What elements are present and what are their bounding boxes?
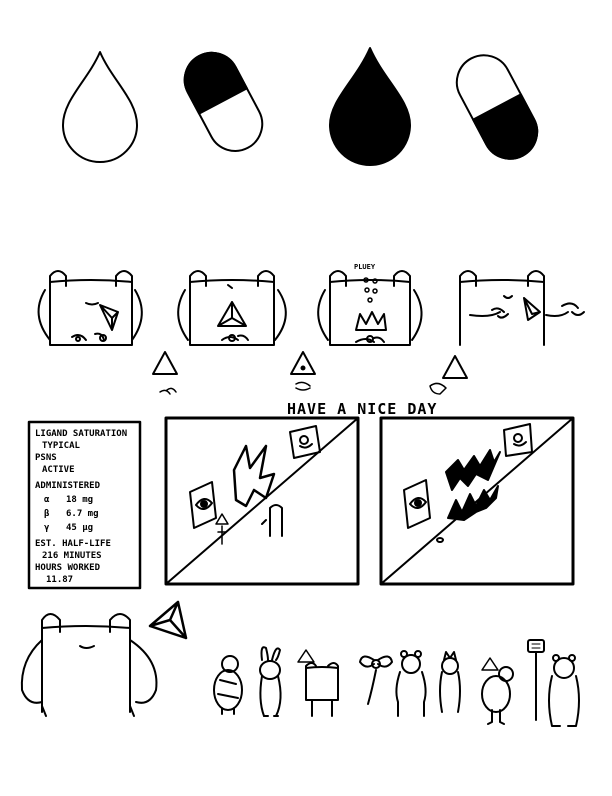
triangle-pill-icon — [482, 658, 498, 670]
drop-outline-icon — [63, 52, 137, 162]
sfx-label: PLUEY — [354, 263, 376, 271]
big-frog — [22, 614, 157, 716]
eye-poster-icon — [190, 482, 216, 528]
triangle-pill-icon — [153, 352, 177, 374]
stat-ligand-label: LIGAND SATURATION — [35, 429, 128, 439]
drop-filled-icon — [330, 48, 410, 165]
cat-figure — [440, 652, 460, 712]
stat-beta-symbol: β — [44, 509, 50, 519]
box-creature-figure — [306, 663, 338, 716]
triangle-pill-icon — [150, 602, 186, 638]
row-frogs — [39, 263, 584, 394]
stat-beta-value: 6.7 mg — [66, 509, 99, 519]
scene-panel-left — [166, 418, 358, 584]
stat-ligand-value: TYPICAL — [42, 441, 80, 451]
smiley-poster-icon — [290, 426, 320, 458]
bear-waiting-figure — [549, 655, 579, 726]
scene-panel-right — [381, 418, 573, 584]
stat-alpha-value: 18 mg — [66, 495, 94, 505]
frog-1 — [39, 271, 142, 345]
stat-gamma-symbol: γ — [44, 523, 50, 533]
triangle-pill-icon — [443, 356, 467, 378]
stat-psns-label: PSNS — [35, 453, 57, 463]
figure-standing — [262, 505, 282, 536]
pill-top-filled-icon — [175, 43, 272, 160]
teeth-bottom — [448, 486, 498, 520]
pill-bottom-filled-icon — [447, 46, 546, 168]
fly-figure — [360, 656, 392, 704]
triangle-pill-icon — [291, 352, 315, 374]
smiley-poster-icon — [504, 424, 532, 456]
eye-poster-icon — [404, 480, 430, 528]
bus-stop-sign-icon — [528, 640, 544, 720]
stat-gamma-value: 45 µg — [66, 523, 94, 533]
frog-3 — [318, 263, 421, 345]
frog-2 — [178, 271, 286, 345]
rabbit-figure — [260, 647, 281, 716]
teeth-top — [446, 450, 500, 490]
row-pills — [63, 43, 547, 168]
stat-halflife-value: 216 MINUTES — [42, 551, 102, 561]
stat-hours-label: HOURS WORKED — [35, 563, 101, 573]
stat-administered-label: ADMINISTERED — [35, 481, 101, 491]
bear-figure — [396, 651, 425, 716]
stat-psns-value: ACTIVE — [42, 465, 75, 475]
turtle-figure — [214, 656, 242, 714]
crowd — [214, 640, 579, 726]
frog-4 — [460, 271, 584, 345]
stat-hours-value: 11.87 — [46, 575, 74, 585]
banner-text: HAVE A NICE DAY — [287, 400, 438, 418]
stat-alpha-symbol: α — [44, 495, 50, 505]
triangle-pill-icon — [298, 650, 314, 662]
bird-figure — [482, 667, 513, 724]
stats-card — [29, 422, 140, 588]
stat-halflife-label: EST. HALF-LIFE — [35, 539, 111, 549]
